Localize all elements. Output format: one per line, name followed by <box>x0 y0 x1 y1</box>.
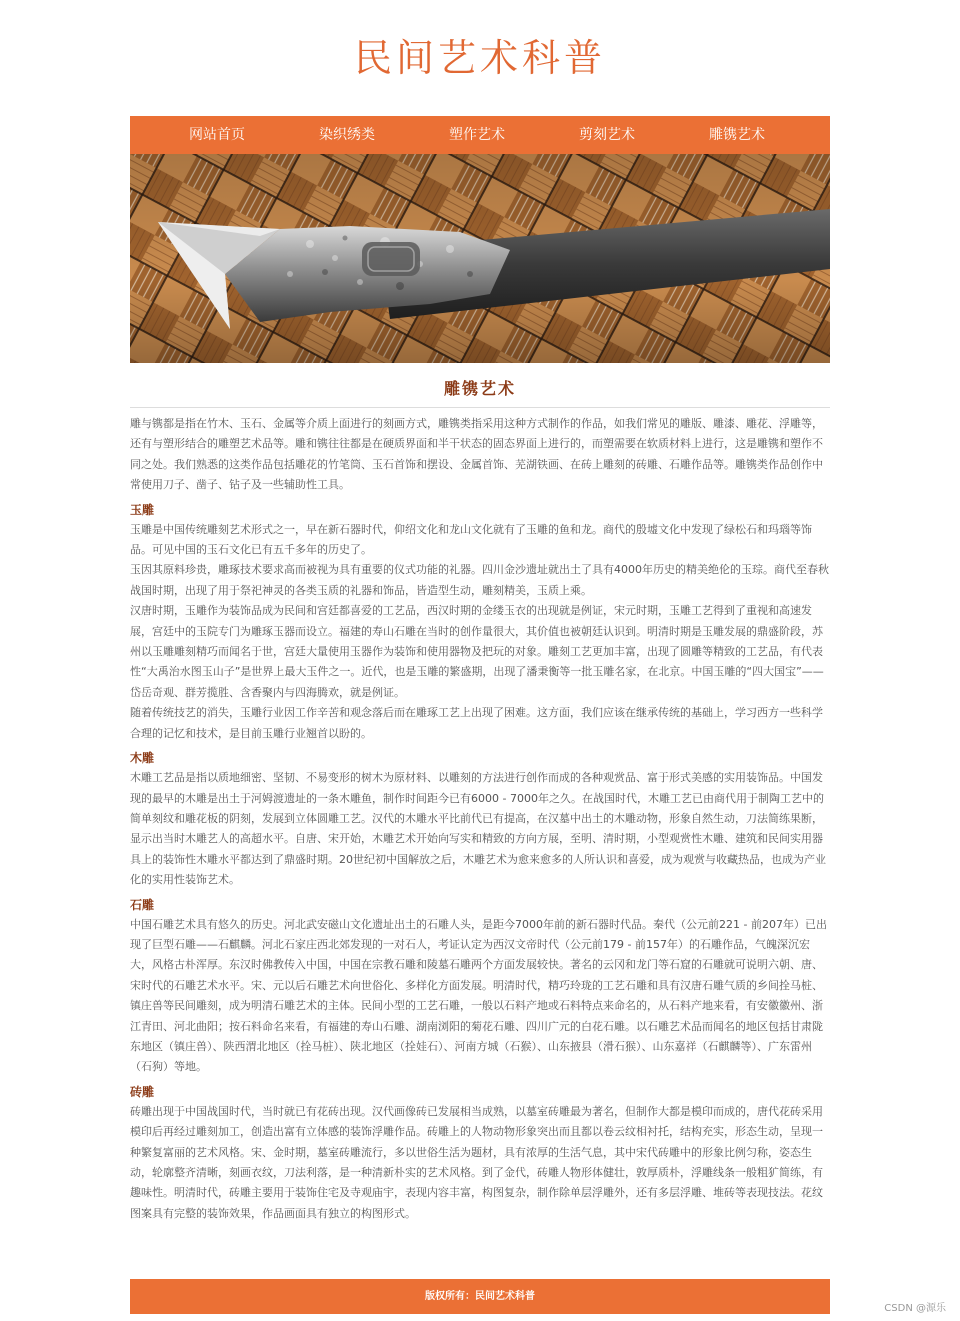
nav-item-papercut[interactable]: 剪刻艺术 <box>579 127 635 143</box>
chisel-on-mat-illustration <box>130 154 830 363</box>
jade-paragraph: 汉唐时期，玉雕作为装饰品成为民间和宫廷都喜爱的工艺品，西汉时期的金缕玉衣的出现就是例证，宋元时期，玉雕工艺得到了重视和高速发展，宫廷中的玉院专门为雕琢玉器而设立。福建的寿山石雕在当时的创作量很大，其价值也被朝廷认识到。明清时期是玉雕发展的鼎盛阶段，苏州以玉雕雕刻精巧而闻名于世，宫廷大量使用玉器作为装饰和使用器物及把玩的对象。雕刻工艺更加丰富，出现了圆雕等精致的工艺品，有代表性“大禹治水图玉山子”是世界上最大玉件之一。近代，也是玉雕的繁盛期，出现了潘秉衡等一批玉雕名家，在北京。中国玉雕的“四大国宝”——岱岳奇观、群芳揽胜、含香聚内与四海腾欢，就是例证。 <box>130 604 824 699</box>
brick-paragraph: 砖雕出现于中国战国时代，当时就已有花砖出现。汉代画像砖已发展相当成熟，以墓室砖雕最为著名，但制作大都是模印而成的，唐代花砖采用模印后再经过雕刻加工，创造出富有立体感的装饰浮雕作品。砖雕上的人物动物形象突出而且都以卷云纹相衬托，结构充实，形态生动，呈现一种繁复富丽的艺术风格。宋、金时期，墓室砖雕流行，多以世俗生活为题材，具有浓厚的生活气息，其中宋代砖雕中的形象比例匀称，姿态生动，轮廓整齐清晰，刻画衣纹，刀法利落，是一种清新朴实的艺术风格。到了金代，砖雕人物形体健壮，敦厚质朴，浮雕线条一般粗犷简练，有趣味性。明清时代，砖雕主要用于装饰住宅及寺观庙宇，表现内容丰富，构图复杂，制作除单层浮雕外，还有多层浮雕、堆砖等表现技法。花纹图案具有完整的装饰效果，作品画面具有独立的构图形式。 <box>130 1104 823 1220</box>
stone-paragraph: 中国石雕艺术具有悠久的历史。河北武安磁山文化遗址出土的石雕人头，是距今7000年前的新石器时代品。秦代（公元前221 - 前207年）已出现了巨型石雕——石麒麟。河北石家庄西北郊发现的一对石人，考证认定为西汉文帝时代（公元前179 - 前157年）的石雕作品，气魄深沉宏大，风格古朴浑厚。东汉时佛教传入中国，中国在宗教石雕和陵墓石雕两个方面发展较快。著名的云冈和龙门等石窟的石雕就可说明六朝、唐、宋时代的石雕艺术水平。宋、元以后石雕艺术向世俗化、多样化方面发展。明清时代，精巧玲珑的工艺石雕和具有汉唐石雕气质的乡间拴马桩、镇庄兽等民间雕刻，成为明清石雕艺术的主体。民间小型的工艺石雕，一般以石料产地或石料特点来命名的，从石料产地来看，有安徽徽州、浙江青田、河北曲阳；按石料命名来看，有福建的寿山石雕、湖南浏阳的菊花石雕、四川广元的白花石雕。以石雕艺术品而闻名的地区包括甘肃陇东地区（镇庄兽）、陕西渭北地区（拴马桩）、陕北地区（拴娃石）、河南方城（石猴）、山东掖县（滑石猴）、山东嘉祥（石麒麟等）、广东雷州（石狗）等地。 <box>130 917 827 1074</box>
subheading-brick: 砖雕 <box>130 1084 155 1099</box>
banner-image <box>130 154 830 363</box>
wood-paragraph: 木雕工艺品是指以质地细密、坚韧、不易变形的树木为原材料、以雕刻的方法进行创作而成的各种观赏品、富于形式美感的实用装饰品。中国发现的最早的木雕是出土于河姆渡遗址的一条木雕鱼，制作时间距今已有6000 - 7000年之久。在战国时代，木雕工艺已由商代用于制陶工艺中的简单刻纹和雕花板的阴刻，发展到立体圆雕工艺。汉代的木雕水平比前代已有提高，在汉墓中出土的木雕动物，形象自然生动，刀法简练果断，显示出当时木雕艺人的高超水平。自唐、宋开始，木雕艺术开始向写实和精致的方向方展，至明、清时期，小型观赏性木雕、建筑和民间实用器具上的装饰性木雕水平都达到了鼎盛时期。20世纪初中国解放之后，木雕艺术为愈来愈多的人所认识和喜爱，成为观赏与收藏热品，也成为产业化的实用性装饰艺术。 <box>130 771 826 887</box>
nav-item-textile[interactable]: 染织绣类 <box>319 127 375 143</box>
main-nav <box>130 116 830 154</box>
jade-paragraph: 随着传统技艺的消失，玉雕行业因工作辛苦和观念落后而在雕琢工艺上出现了困难。这方面，我们应该在继承传统的基础上，学习西方一些科学合理的记忆和技术，是目前玉雕行业翘首以盼的。 <box>130 706 823 740</box>
footer <box>130 1279 830 1314</box>
nav-item-sculpture[interactable]: 塑作艺术 <box>449 127 505 143</box>
nav-item-home[interactable]: 网站首页 <box>189 127 245 143</box>
copyright-text: 版权所有：民间艺术科普 <box>425 1291 535 1302</box>
watermark: CSDN @源乐 <box>884 1303 946 1314</box>
nav-item-carving[interactable]: 雕镌艺术 <box>709 127 765 143</box>
intro-paragraph: 雕与镌都是指在竹木、玉石、金属等介质上面进行的刻画方式，雕镌类指采用这种方式制作的作品，如我们常见的雕版、雕漆、雕花、浮雕等，还有与塑形结合的雕塑艺术品等。雕和镌往往都是在硬质界面和半干状态的固态界面上进行的，而塑需要在软质材料上进行，这是雕镌和塑作不同之处。我们熟悉的这类作品包括雕花的竹笔筒、玉石首饰和摆设、金属首饰、芜湖铁画、在砖上雕刻的砖雕、石雕作品等。雕镌类作品创作中常使用刀子、凿子、钻子及一些辅助性工具。 <box>130 417 823 492</box>
subheading-jade: 玉雕 <box>130 502 155 517</box>
jade-paragraph: 玉雕是中国传统雕刻艺术形式之一，早在新石器时代，仰绍文化和龙山文化就有了玉雕的鱼和龙。商代的殷墟文化中发现了绿松石和玛瑙等饰品。可见中国的玉石文化已有五千多年的历史了。 <box>130 522 812 557</box>
heading-divider <box>130 407 830 408</box>
article-content <box>130 414 830 1224</box>
site-title: 民间艺术科普 <box>353 36 606 80</box>
section-heading: 雕镌艺术 <box>443 379 516 398</box>
subheading-stone: 石雕 <box>130 897 155 912</box>
subheading-wood: 木雕 <box>130 751 155 766</box>
jade-paragraph: 玉因其原料珍贵，雕琢技术要求高而被视为具有重要的仪式功能的礼器。四川金沙遗址就出土了具有4000年历史的精美绝伦的玉琮。商代至春秋战国时期，出现了用于祭祀神灵的各类玉质的礼器和饰品，皆造型生动，雕刻精美，玉质上乘。 <box>130 563 829 597</box>
